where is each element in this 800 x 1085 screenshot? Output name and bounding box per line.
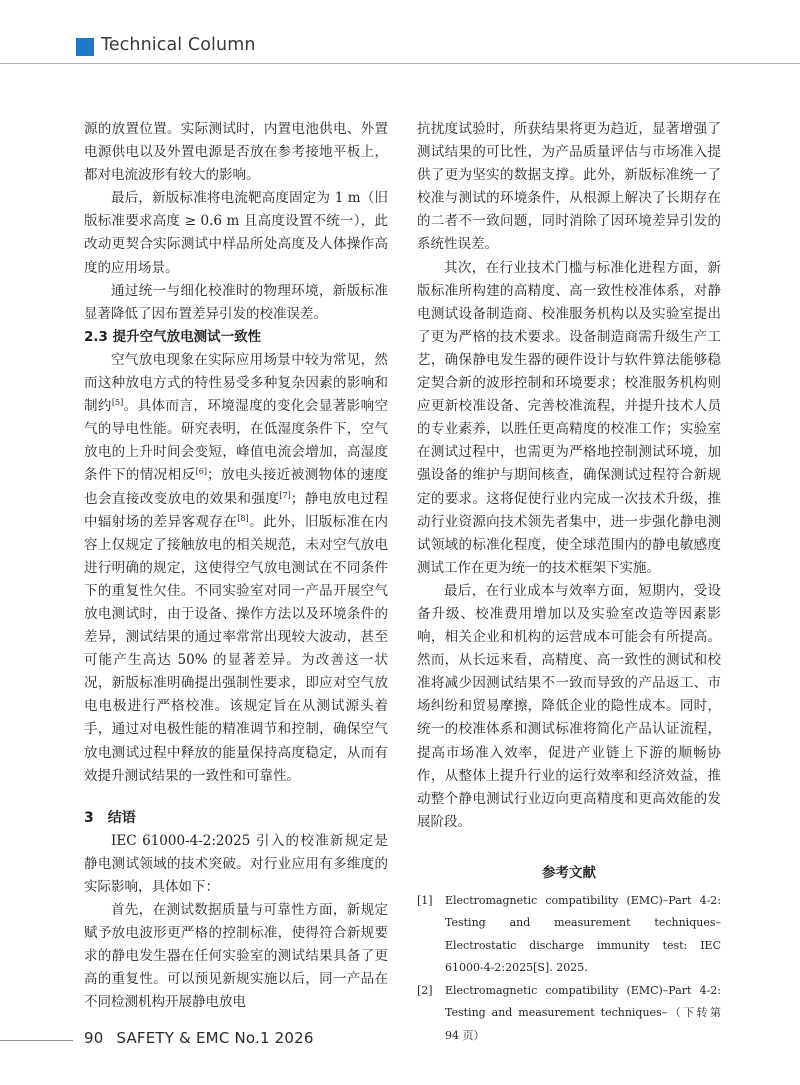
paragraph: 通过统一与细化校准时的物理环境，新版标准显著降低了因布置差异引发的校准误差。: [84, 282, 388, 322]
paragraph: 首先，在测试数据质量与可靠性方面，新规定赋予放电波形更严格的控制标准，使得符合新规要求的静电发生器在任何实验室的测试结果具备了更高的重复性。可以预见新规实施以后，同一产品在不同检测机构开展静电放电: [84, 902, 388, 1011]
footer-divider: [0, 1040, 73, 1041]
reference-number: [2]: [417, 983, 433, 997]
paragraph: 其次，在行业技术门槛与标准化进程方面，新版标准所构建的高精度、高一致性校准体系，对静电测试设备制造商、校准服务机构以及实验室提出了更为严格的技术要求。设备制造商需升级生产工艺，确保静电发生器的硬件设计与软件算法能够稳定契合新的波形控制和环境要求；校准服务机构则应更新校准设备、完善校准流程，并提升技术人员的专业素养，以胜任更高精度的校准工作；实验室在测试过程中，也需更为严格地控制测试环境，加强设备的维护与期间核查，确保测试过程符合新规定的要求。这将促使行业内完成一次技术升级，推动行业资源向技术领先者集中，进一步强化静电测试领域的标准化程度，使全球范围内的静电敏感度测试工作在更为统一的技术框架下实施。: [417, 259, 721, 576]
header-divider: [0, 63, 800, 64]
reference-number: [1]: [417, 893, 433, 907]
left-column: [84, 118, 388, 1014]
section-heading-3: [84, 806, 388, 830]
right-column: [417, 118, 721, 1047]
citation: [6]: [195, 467, 208, 477]
paragraph: 源的放置位置。实际测试时，内置电池供电、外置电源供电以及外置电源是否放在参考接地平板上，都对电流波形有较大的影响。: [84, 121, 388, 184]
reference-item: [417, 980, 721, 1048]
section-heading-2-3: 2.3 提升空气放电测试一致性: [84, 328, 262, 345]
journal-name: SAFETY & EMC No.1 2026: [116, 1029, 314, 1047]
reference-text: Electromagnetic compatibility (EMC)–Part 4-2: Testing and measurement techniques–Electrostatic discharge immunity test: IEC 61000-4-2:2025[S]. 2025.: [445, 893, 721, 975]
paragraph: IEC 61000-4-2:2025 引入的校准新规定是静电测试领域的技术突破。对行业应用有多维度的实际影响，具体如下：: [84, 832, 388, 895]
column-title: Technical Column: [101, 35, 256, 55]
page-footer: [84, 1029, 314, 1047]
paragraph: 最后，新版标准将电流靶高度固定为 1 m（旧版标准要求高度 ≥ 0.6 m 且高度设置不统一），此改动更契合实际测试中样品所处高度及人体操作高度的应用场景。: [84, 190, 388, 276]
citation: [7]: [279, 490, 291, 500]
reference-text: Electromagnetic compatibility (EMC)–Part 4-2: Testing and measurement techniques–（下转第 94 页）: [445, 983, 721, 1042]
page-number: 90: [84, 1029, 104, 1047]
paragraph: 最后，在行业成本与效率方面，短期内，受设备升级、校准费用增加以及实验室改造等因素影响，相关企业和机构的运营成本可能会有所提高。然而，从长远来看，高精度、高一致性的测试和校准将减少因测试结果不一致而导致的产品返工、市场纠纷和贸易摩擦，降低企业的隐性成本。同时，统一的校准体系和测试标准将简化产品认证流程，提高市场准入效率，促进产业链上下游的顺畅协作，从整体上提升行业的运行效率和经济效益，推动整个静电测试行业迈向更高精度和更高效能的发展阶段。: [417, 582, 721, 830]
reference-item: [417, 890, 721, 980]
citation: [8]: [237, 513, 249, 523]
section-number: 3: [84, 809, 94, 826]
citation: [5]: [111, 398, 124, 408]
references-title: 参考文献: [542, 864, 596, 881]
paragraph: 抗扰度试验时，所获结果将更为趋近，显著增强了测试结果的可比性，为产品质量评估与市场准入提供了更为坚实的数据支撑。此外，新版标准统一了校准与测试的环境条件，从根源上解决了长期存在的二者不一致问题，同时消除了因环境差异引发的系统性误差。: [417, 121, 721, 253]
column-header: [0, 30, 800, 66]
paragraph: 空气放电现象在实际应用场景中较为常见，然而这种放电方式的特性易受多种复杂因素的影响和制约[5]。具体而言，环境湿度的变化会显著影响空气的导电性能。研究表明，在低湿度条件下，空气放电的上升时间会变短，峰值电流会增加，高湿度条件下的情况相反[6]；放电头接近被测物体的速度也会直接改变放电的效果和强度[7]；静电放电过程中辐射场的差异客观存在[8]。此外，旧版标准在内容上仅规定了接触放电的相关规范，未对空气放电进行明确的规定，这使得空气放电测试在不同条件下的重复性欠佳。不同实验室对同一产品开展空气放电测试时，由于设备、操作方法以及环境条件的差异，测试结果的通过率常常出现较大波动，甚至可能产生高达 50% 的显著差异。为改善这一状况，新版标准明确提出强制性要求，即应对空气放电电极进行严格校准。该规定旨在从测试源头着手，通过对电极性能的精准调节和控制，确保空气放电测试过程中释放的能量保持高度稳定，从而有效提升测试结果的一致性和可靠性。: [84, 351, 389, 784]
blue-square-icon: [76, 38, 94, 56]
section-title: 结语: [107, 809, 136, 826]
